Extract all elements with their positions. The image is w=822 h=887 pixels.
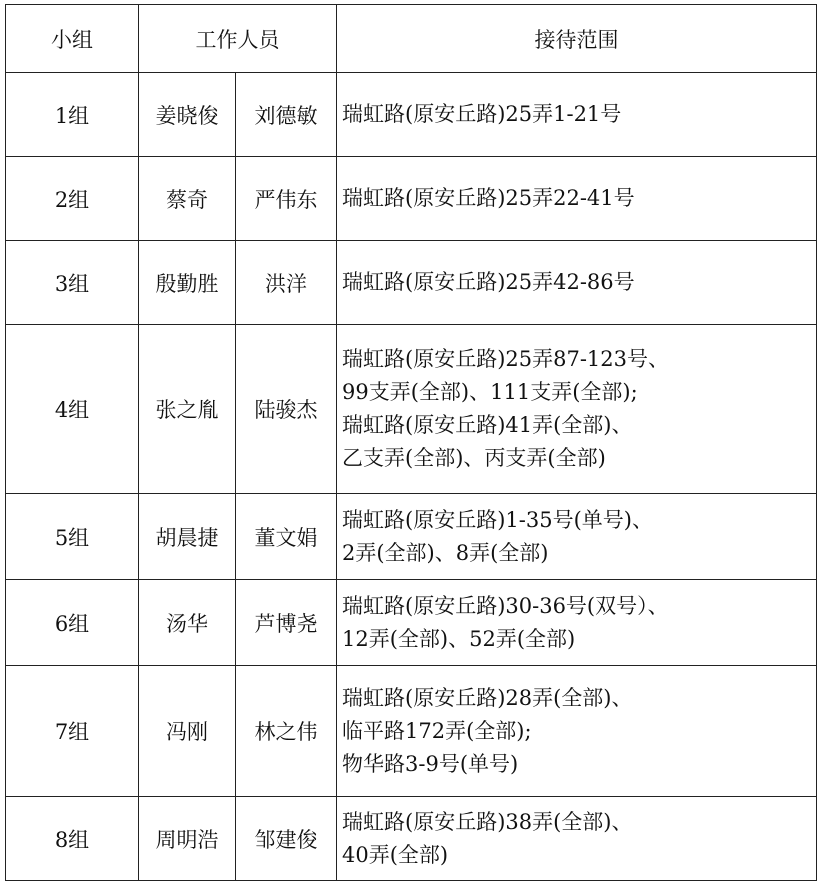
table-row: [6, 494, 817, 580]
range-lines: [337, 182, 816, 215]
worker-secondary-cell: 芦博尧: [236, 580, 337, 666]
worker-secondary-cell: 严伟东: [236, 157, 337, 241]
worker-secondary-cell: 邹建俊: [236, 797, 337, 881]
range-lines: [337, 343, 816, 475]
worker-secondary-cell: 董文娟: [236, 494, 337, 580]
group-cell: 1组: [6, 73, 139, 157]
header-staff: 工作人员: [139, 5, 337, 73]
range-line: 瑞虹路(原安丘路)1-35号(单号)、: [342, 507, 653, 532]
group-cell: 2组: [6, 157, 139, 241]
worker-primary-cell: 蔡奇: [139, 157, 236, 241]
range-line: 临平路172弄(全部);: [342, 718, 532, 743]
range-lines: [337, 682, 816, 781]
range-cell: [337, 325, 817, 494]
worker-secondary-cell: 林之伟: [236, 666, 337, 797]
range-line: 物华路3-9号(单号): [342, 751, 519, 776]
range-cell: [337, 666, 817, 797]
range-line: 瑞虹路(原安丘路)41弄(全部)、: [342, 413, 633, 437]
header-range: 接待范围: [337, 5, 817, 73]
range-cell: [337, 241, 817, 325]
range-lines: [337, 806, 816, 872]
range-line: 瑞虹路(原安丘路)25弄87-123号、: [342, 347, 670, 371]
group-cell: 3组: [6, 241, 139, 325]
range-cell: [337, 797, 817, 881]
table-row: [6, 73, 817, 157]
table-row: [6, 666, 817, 797]
table-body: [6, 73, 817, 881]
range-cell: [337, 494, 817, 580]
range-line: 乙支弄(全部)、丙支弄(全部): [342, 446, 606, 470]
group-cell: 4组: [6, 325, 139, 494]
reception-assignment-table: [5, 4, 817, 881]
range-cell: [337, 580, 817, 666]
table-row: [6, 797, 817, 881]
worker-primary-cell: 张之胤: [139, 325, 236, 494]
worker-secondary-cell: 刘德敏: [236, 73, 337, 157]
group-cell: 5组: [6, 494, 139, 580]
group-cell: 7组: [6, 666, 139, 797]
worker-primary-cell: 胡晨捷: [139, 494, 236, 580]
worker-primary-cell: 汤华: [139, 580, 236, 666]
worker-primary-cell: 周明浩: [139, 797, 236, 881]
range-line: 2弄(全部)、8弄(全部): [342, 540, 549, 565]
header-row: [6, 5, 817, 73]
worker-primary-cell: 冯刚: [139, 666, 236, 797]
table-row: [6, 325, 817, 494]
range-line: 99支弄(全部)、111支弄(全部);: [342, 380, 638, 404]
range-line: 瑞虹路(原安丘路)28弄(全部)、: [342, 685, 633, 710]
range-line: 40弄(全部): [342, 842, 449, 867]
worker-secondary-cell: 洪洋: [236, 241, 337, 325]
range-lines: [337, 590, 816, 656]
table-row: [6, 241, 817, 325]
range-lines: [337, 504, 816, 570]
range-line: 瑞虹路(原安丘路)38弄(全部)、: [342, 809, 633, 834]
table-row: [6, 580, 817, 666]
header-group: 小组: [6, 5, 139, 73]
range-lines: [337, 266, 816, 299]
table-row: [6, 157, 817, 241]
group-cell: 6组: [6, 580, 139, 666]
range-line: 12弄(全部)、52弄(全部): [342, 626, 576, 651]
range-cell: [337, 73, 817, 157]
group-cell: 8组: [6, 797, 139, 881]
range-line: 瑞虹路(原安丘路)30-36号(双号）、: [342, 593, 669, 618]
range-cell: [337, 157, 817, 241]
range-line: 瑞虹路(原安丘路)25弄22-41号: [342, 186, 635, 210]
range-lines: [337, 98, 816, 131]
range-line: 瑞虹路(原安丘路)25弄1-21号: [342, 102, 622, 126]
worker-primary-cell: 姜晓俊: [139, 73, 236, 157]
worker-secondary-cell: 陆骏杰: [236, 325, 337, 494]
range-line: 瑞虹路(原安丘路)25弄42-86号: [342, 270, 635, 294]
worker-primary-cell: 殷勤胜: [139, 241, 236, 325]
